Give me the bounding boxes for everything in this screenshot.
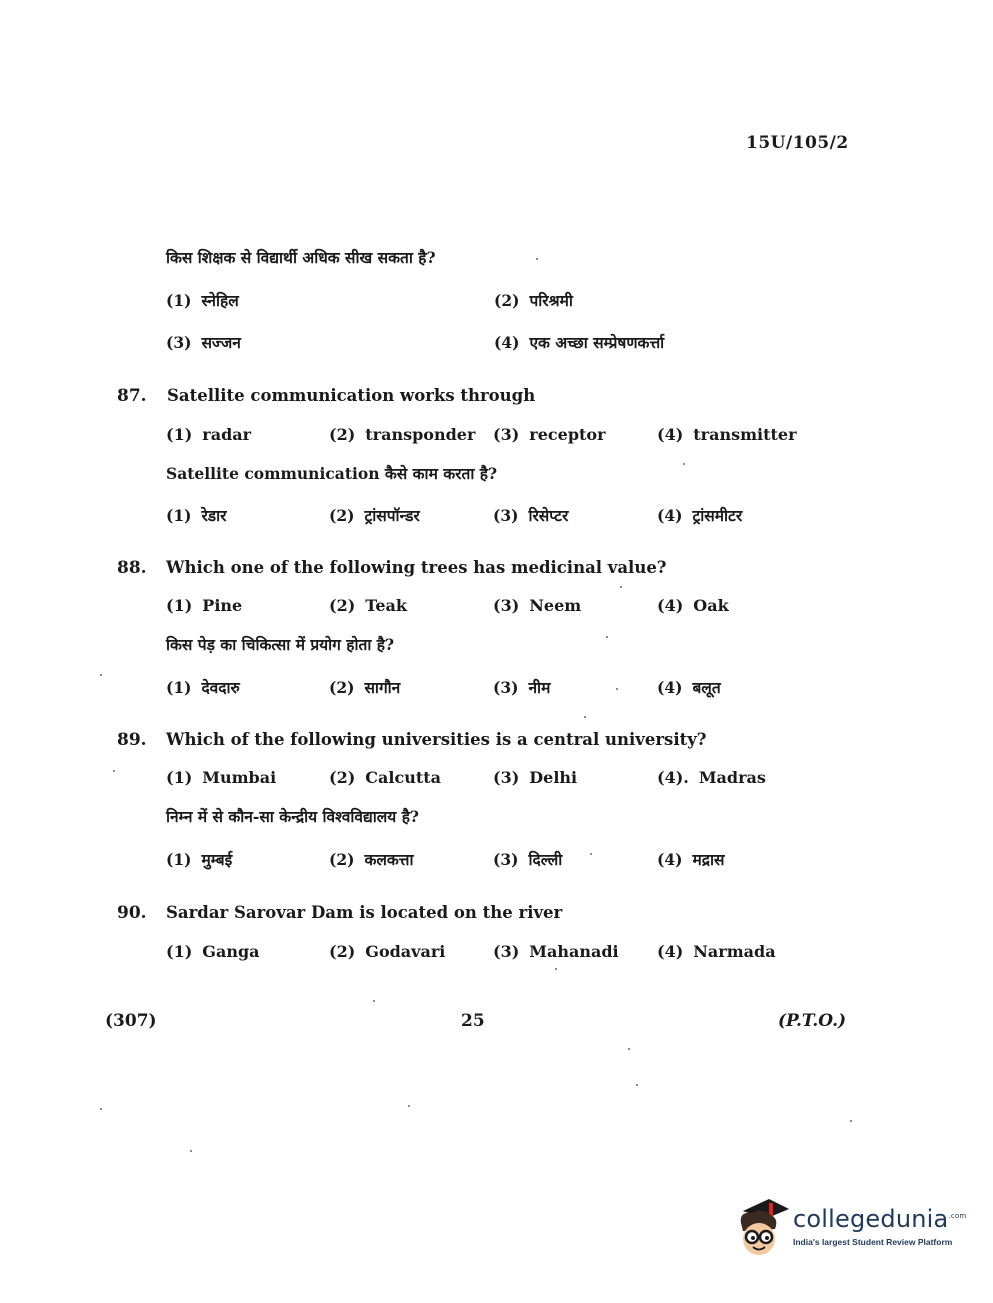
q88-option-hindi-1: (1) देवदारु [166,678,240,697]
q88-number: 88. [117,558,147,578]
q89-number: 89. [117,730,147,750]
q89-option-hindi-1: (1) मुम्बई [166,850,233,869]
q88-option-hindi-4: (4) बलूत [657,678,721,697]
q89-option-hindi-2: (2) कलकत्ता [329,850,414,869]
q88-option-2: (2) Teak [329,596,407,615]
q89-question: Which of the following universities is a central university? [166,730,707,749]
q86-question-hindi: किस शिक्षक से विद्यार्थी अधिक सीख सकता है? [166,248,436,267]
q90-option-2: (2) Godavari [329,942,446,961]
q89-option-1: (1) Mumbai [166,768,277,787]
q86-option-3: (3) सज्जन [166,333,241,352]
q87-option-4: (4) transmitter [657,425,797,444]
scan-speck [536,258,538,260]
scan-speck [408,1105,410,1107]
q89-option-4: (4). Madras [657,768,766,787]
q88-question: Which one of the following trees has medicinal value? [166,558,667,577]
page-number: 25 [461,1011,485,1031]
q86-option-2: (2) परिश्रमी [494,291,573,310]
pto-label: (P.T.O.) [778,1011,847,1031]
q87-option-hindi-2: (2) ट्रांसपॉन्डर [329,506,420,525]
q87-option-hindi-4: (4) ट्रांसमीटर [657,506,743,525]
q90-question: Sardar Sarovar Dam is located on the river [166,903,563,922]
scan-speck [113,770,115,772]
paper-code: 15U/105/2 [746,133,849,153]
q89-option-hindi-4: (4) मद्रास [657,850,725,869]
q88-question-hindi: किस पेड़ का चिकित्सा में प्रयोग होता है? [166,635,395,654]
scan-speck [636,1084,638,1086]
q90-number: 90. [117,903,147,923]
q87-option-hindi-1: (1) रेडार [166,506,227,525]
q87-option-hindi-3: (3) रिसेप्टर [493,506,569,525]
scan-speck [555,968,557,970]
scan-speck [373,1000,375,1002]
q90-option-3: (3) Mahanadi [493,942,619,961]
collegedunia-logo [735,1197,965,1261]
scan-speck [616,688,618,690]
q87-question-hindi: Satellite communication कैसे काम करता है? [166,464,498,483]
mascot-icon [735,1197,791,1261]
scan-speck [850,1120,852,1122]
q88-option-hindi-3: (3) नीम [493,678,551,697]
q89-question-hindi: निम्न में से कौन-सा केन्द्रीय विश्वविद्यालय है? [166,807,420,826]
q90-option-1: (1) Ganga [166,942,260,961]
q86-option-4: (4) एक अच्छा सम्प्रेषणकर्त्ता [494,333,665,352]
q87-option-1: (1) radar [166,425,252,444]
q87-number: 87. [117,386,147,406]
q87-option-2: (2) transponder [329,425,476,444]
q87-option-3: (3) receptor [493,425,606,444]
q87-question: Satellite communication works through [167,386,536,405]
q88-option-hindi-2: (2) सागौन [329,678,401,697]
scan-speck [100,1108,102,1110]
logo-tagline: India's largest Student Review Platform [793,1237,953,1247]
scan-speck [628,1048,630,1050]
scan-speck [190,1150,192,1152]
q88-option-1: (1) Pine [166,596,243,615]
scan-speck [100,674,102,676]
scan-speck [683,463,685,465]
scan-speck [584,716,586,718]
q89-option-2: (2) Calcutta [329,768,441,787]
scan-speck [620,586,622,588]
q88-option-4: (4) Oak [657,596,729,615]
q90-option-4: (4) Narmada [657,942,776,961]
q88-option-3: (3) Neem [493,596,582,615]
footer-code: (307) [105,1011,157,1031]
q89-option-hindi-3: (3) दिल्ली [493,850,563,869]
logo-brand: collegedunia$^{.com}$ [793,1205,967,1233]
q86-option-1: (1) स्नेहिल [166,291,239,310]
scan-speck [590,853,592,855]
q89-option-3: (3) Delhi [493,768,578,787]
scan-speck [606,636,608,638]
